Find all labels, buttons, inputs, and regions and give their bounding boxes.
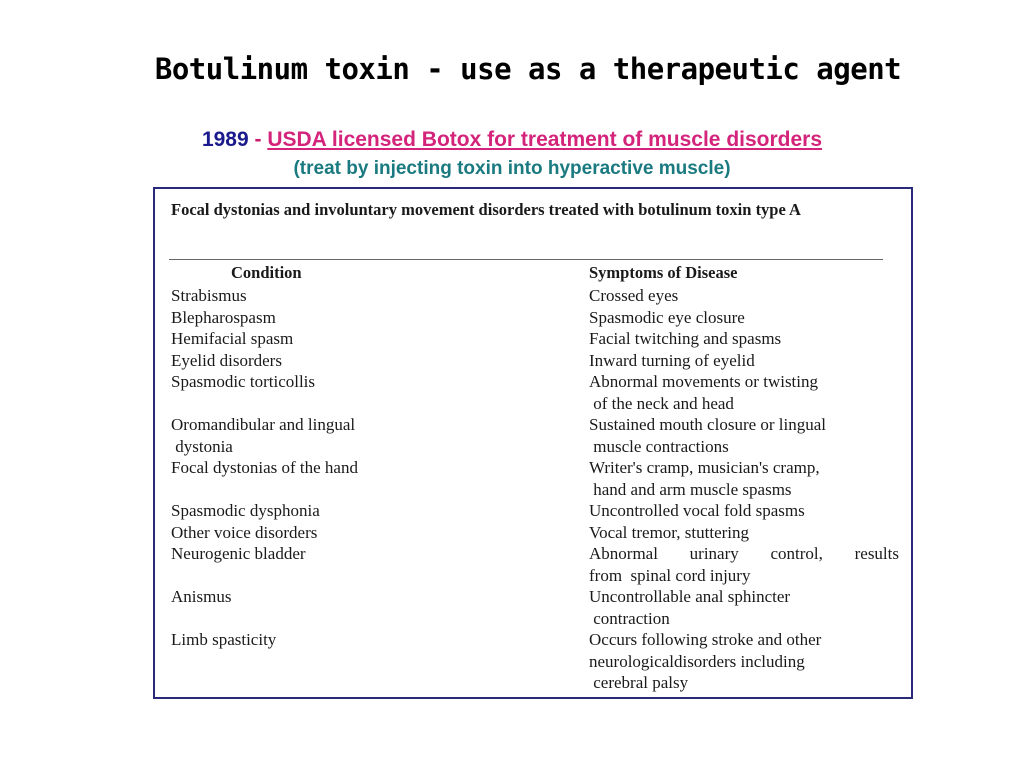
symptom-line: muscle contractions <box>589 436 729 456</box>
condition-line <box>171 565 571 587</box>
symptom-line: Uncontrollable anal sphincter <box>589 587 791 606</box>
condition-line <box>171 651 571 673</box>
condition-line: dystonia <box>171 436 233 456</box>
symptom-line: Abnormal urinary control, results <box>589 544 899 563</box>
condition-line: Anismus <box>171 587 232 606</box>
subtitle-line <box>0 128 1024 152</box>
caption-divider <box>169 259 883 260</box>
usda-link[interactable]: USDA licensed Botox for treatment of muscle disorders <box>267 128 823 151</box>
symptom-line: Inward turning of eyelid <box>589 350 755 370</box>
symptoms-column <box>589 285 899 694</box>
condition-line: Spasmodic dysphonia <box>171 501 320 520</box>
symptom-line: of the neck and head <box>589 393 734 413</box>
condition-column <box>171 285 571 694</box>
condition-line <box>171 479 571 501</box>
symptom-line: neurologicaldisorders including <box>589 651 805 671</box>
condition-line <box>171 393 571 415</box>
symptom-line: Crossed eyes <box>589 286 679 305</box>
condition-line <box>171 608 571 630</box>
condition-line: Neurogenic bladder <box>171 544 306 563</box>
symptom-line: Writer's cramp, musician's cramp, <box>589 458 820 477</box>
symptom-line: Sustained mouth closure or lingual <box>589 415 827 434</box>
symptom-line: Vocal tremor, stuttering <box>589 522 749 542</box>
condition-line: Focal dystonias of the hand <box>171 458 358 477</box>
symptom-line: from spinal cord injury <box>589 565 751 585</box>
condition-line: Hemifacial spasm <box>171 329 294 348</box>
slide-title: Botulinum toxin - use as a therapeutic agent <box>154 52 902 86</box>
treatment-note: (treat by injecting toxin into hyperactive muscle) <box>293 158 731 179</box>
symptom-line: Uncontrolled vocal fold spasms <box>589 501 805 520</box>
condition-line: Eyelid disorders <box>171 350 282 370</box>
condition-line <box>171 672 571 694</box>
symptom-line: hand and arm muscle spasms <box>589 479 792 499</box>
symptom-line: Abnormal movements or twisting <box>589 372 819 391</box>
condition-header: Condition <box>231 263 302 282</box>
symptom-line: Spasmodic eye closure <box>589 307 745 327</box>
table-caption: Focal dystonias and involuntary movement disorders treated with botulinum toxin type A <box>171 200 801 219</box>
symptom-line: Facial twitching and spasms <box>589 329 782 348</box>
disorders-table <box>153 187 913 699</box>
condition-line: Blepharospasm <box>171 307 276 327</box>
condition-line: Other voice disorders <box>171 522 318 542</box>
symptom-line: Occurs following stroke and other <box>589 630 822 649</box>
symptom-line: cerebral palsy <box>589 673 689 692</box>
condition-line: Oromandibular and lingual <box>171 415 356 434</box>
symptom-line: contraction <box>589 608 670 628</box>
dash-separator: - <box>248 128 268 151</box>
symptoms-header: Symptoms of Disease <box>589 263 738 282</box>
condition-line: Spasmodic torticollis <box>171 372 316 391</box>
condition-line: Strabismus <box>171 286 247 305</box>
year-label: 1989 <box>201 128 249 151</box>
condition-line: Limb spasticity <box>171 630 277 649</box>
